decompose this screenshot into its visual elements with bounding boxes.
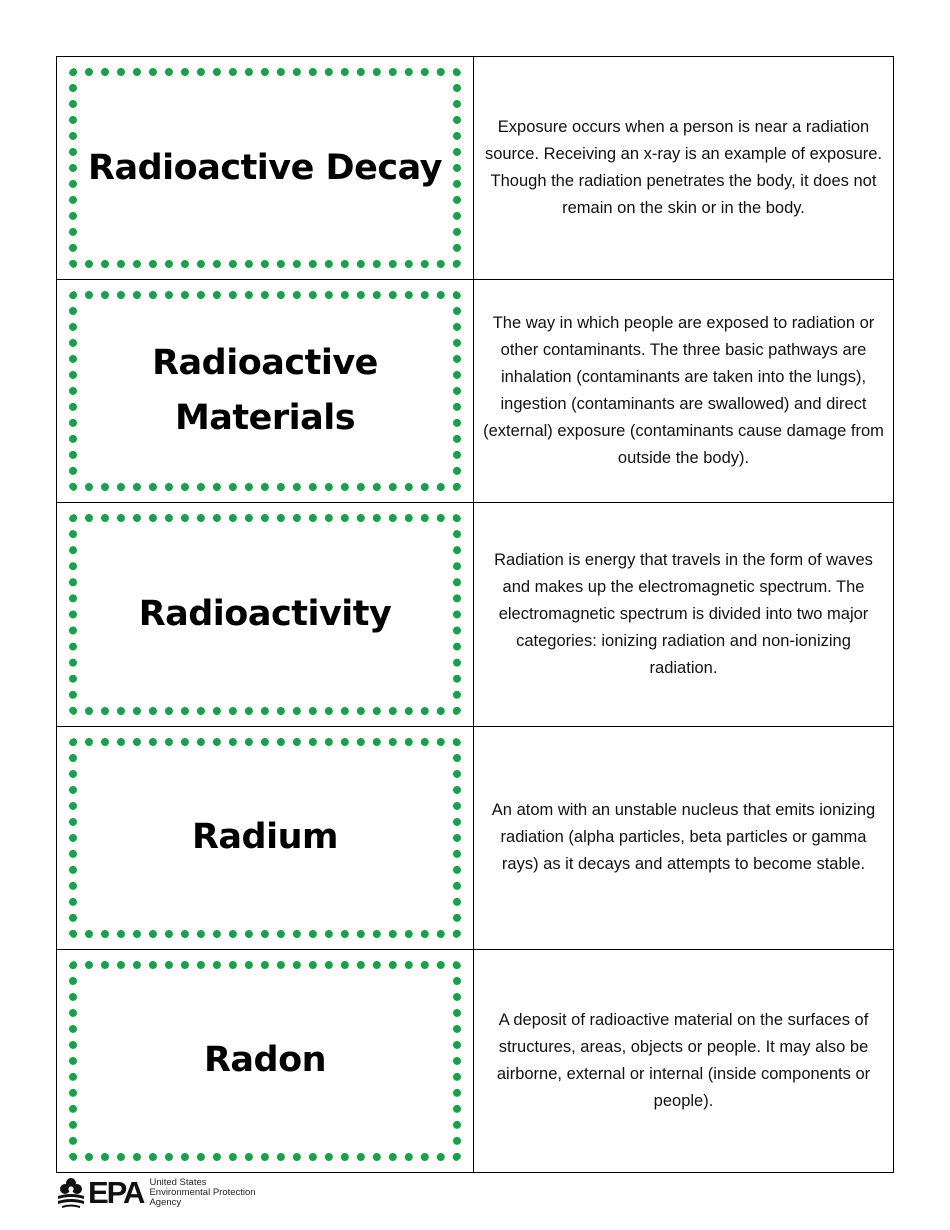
flashcard-row bbox=[57, 280, 893, 503]
definition-cell bbox=[474, 950, 893, 1172]
dotted-frame bbox=[69, 514, 461, 714]
definition-cell bbox=[474, 57, 893, 279]
agency-line: Agency bbox=[149, 1197, 182, 1208]
term-cell bbox=[57, 503, 474, 725]
epa-mark bbox=[56, 1177, 143, 1209]
dotted-frame bbox=[69, 291, 461, 491]
epa-logo bbox=[56, 1176, 256, 1210]
flashcard-row bbox=[57, 727, 893, 950]
agency-name bbox=[149, 1178, 255, 1208]
term-cell bbox=[57, 280, 474, 502]
definition-text: Exposure occurs when a person is near a radiation source. Receiving an x-ray is an example of exposure. Though the radiation penetrates the body, it does not remain on the skin or in the body. bbox=[484, 118, 883, 218]
definition-cell bbox=[474, 280, 893, 502]
term-cell bbox=[57, 950, 474, 1172]
dotted-frame bbox=[69, 68, 461, 268]
flashcard-row bbox=[57, 503, 893, 726]
definition-text: A deposit of radioactive material on the surfaces of structures, areas, objects or people. It may also be airborne, external or internal (inside components or people). bbox=[496, 1010, 871, 1110]
agency-line: Environmental Protection bbox=[149, 1187, 256, 1198]
agency-line: United States bbox=[149, 1177, 207, 1188]
definition-cell bbox=[474, 727, 893, 949]
dotted-frame bbox=[69, 738, 461, 938]
term-title: Radioactive Materials bbox=[152, 343, 378, 439]
term-title: Radioactive Decay bbox=[88, 147, 442, 188]
epa-wordmark: EPA bbox=[88, 1175, 144, 1210]
dotted-frame bbox=[69, 961, 461, 1161]
term-cell bbox=[57, 727, 474, 949]
definition-cell bbox=[474, 503, 893, 725]
flashcard-table bbox=[56, 56, 894, 1173]
term-cell bbox=[57, 57, 474, 279]
definition-text: The way in which people are exposed to radiation or other contaminants. The three basic pathways are inhalation (contaminants are taken into the lungs), ingestion (contaminants are swallowed) and direct (external) exposure (contaminants cause damage from outside the body). bbox=[483, 314, 884, 468]
term-title: Radon bbox=[203, 1040, 327, 1081]
epa-flower-icon bbox=[56, 1177, 86, 1209]
term-title: Radioactivity bbox=[138, 594, 392, 634]
term-title: Radium bbox=[191, 817, 338, 858]
flashcard-row bbox=[57, 950, 893, 1172]
definition-text: Radiation is energy that travels in the form of waves and makes up the electromagnetic spectrum. The electromagnetic spectrum is divided into two major categories: ionizing radiation and non-ionizing radiation. bbox=[494, 551, 873, 677]
definition-text: An atom with an unstable nucleus that emits ionizing radiation (alpha particles, beta particles or gamma rays) as it decays and attempts to become stable. bbox=[491, 801, 876, 874]
flashcard-row bbox=[57, 57, 893, 280]
